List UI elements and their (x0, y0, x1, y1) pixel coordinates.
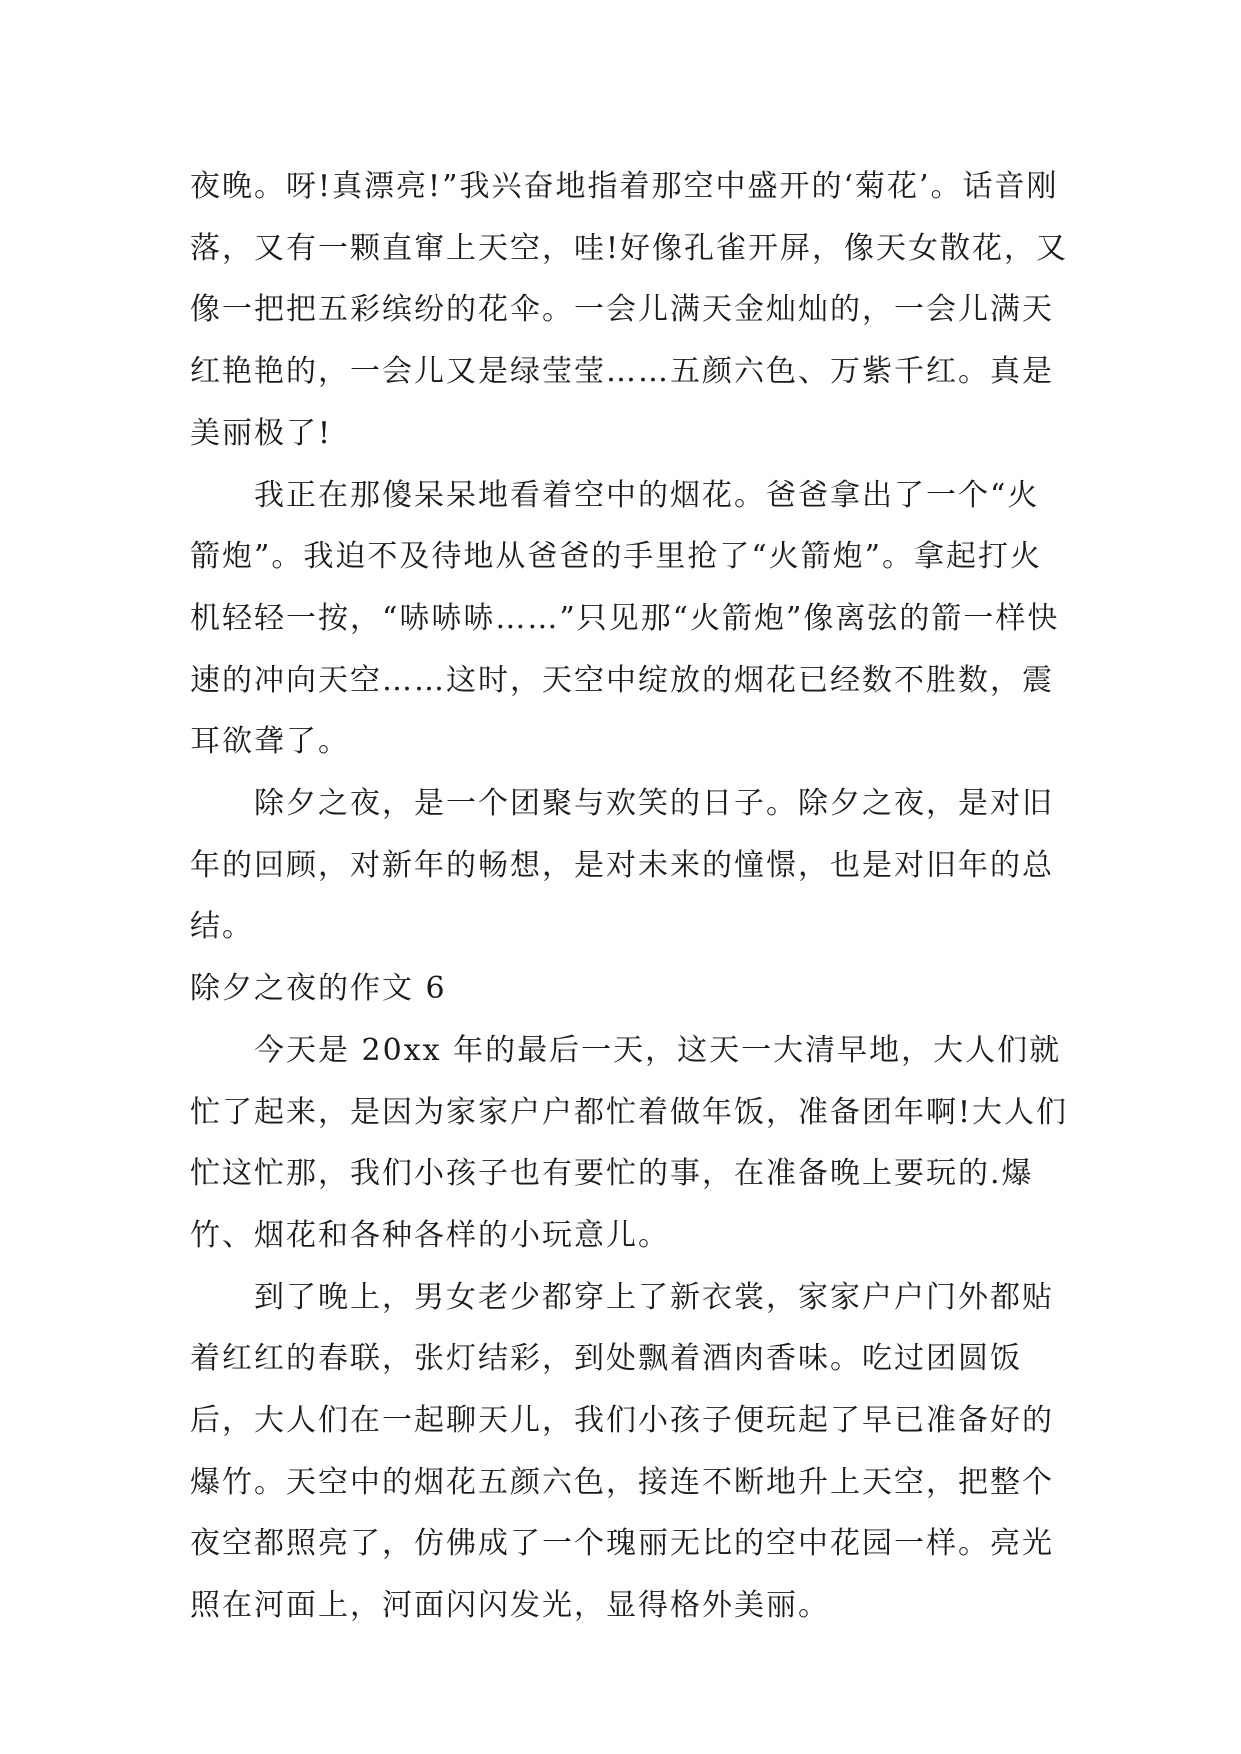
paragraph: 今天是 20xx 年的最后一天，这天一大清早地，大人们就忙了起来，是因为家家户户都忙着做年饭，准备团年啊!大人们忙这忙那，我们小孩子也有要忙的事，在准备晚上要玩的.爆竹、烟花和各种各样的小玩意儿。 (190, 1032, 1069, 1253)
paragraph: 夜晚。呀!真漂亮!”我兴奋地指着那空中盛开的‘菊花’。话音刚落，又有一颗直窜上天空，哇!好像孔雀开屏，像天女散花，又像一把把五彩缤纷的花伞。一会儿满天金灿灿的，一会儿满天红艳艳的，一会儿又是绿莹莹……五颜六色、万紫千红。真是美丽极了! (190, 169, 1069, 451)
section-title: 除夕之夜的作文 6 (190, 971, 447, 1007)
document-body (190, 156, 1070, 1637)
paragraph: 到了晚上，男女老少都穿上了新衣裳，家家户户门外都贴着红红的春联，张灯结彩，到处飘着酒肉香味。吃过团圆饭后，大人们在一起聊天儿，我们小孩子便玩起了早已准备好的爆竹。天空中的烟花五颜六色，接连不断地升上天空，把整个夜空都照亮了，仿佛成了一个瑰丽无比的空中花园一样。亮光照在河面上，河面闪闪发光，显得格外美丽。 (190, 1279, 1054, 1624)
paragraph: 我正在那傻呆呆地看着空中的烟花。爸爸拿出了一个“火箭炮”。我迫不及待地从爸爸的手里抢了“火箭炮”。拿起打火机轻轻一按，“哧哧哧……”只见那“火箭炮”像离弦的箭一样快速的冲向天空……这时，天空中绽放的烟花已经数不胜数，震耳欲聋了。 (190, 477, 1060, 760)
paragraph: 除夕之夜，是一个团聚与欢笑的日子。除夕之夜，是对旧年的回顾，对新年的畅想，是对未来的憧憬，也是对旧年的总结。 (190, 786, 1054, 945)
